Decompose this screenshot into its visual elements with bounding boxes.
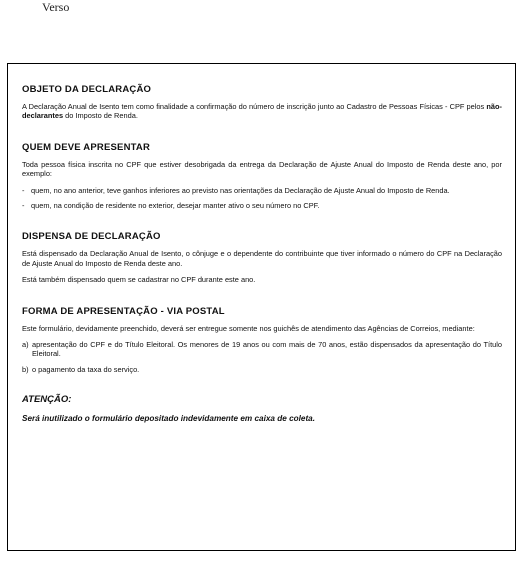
objeto-text-start: A Declaração Anual de Isento tem como finalidade a confirmação do número de inscrição junto ao Cadastro de Pessoas Físicas - CPF pelos [22,102,487,111]
attention-heading: ATENÇÃO: [22,394,72,406]
attention-warning-text: Será inutilizado o formulário depositado indevidamente em caixa de coleta. [22,414,316,424]
objeto-paragraph [22,102,502,121]
page-label-verso: Verso [42,0,70,14]
list-item [22,201,502,210]
bullet-text: quem, no ano anterior, teve ganhos inferiores ao previsto nas orientações da Declaração de Ajuste Anual do Imposto de Renda. [31,185,450,195]
bullet-text: quem, na condição de residente no exterior, desejar manter ativo o seu número no CPF. [31,201,320,211]
list-item [22,365,502,374]
dispensa-paragraph-2: Está também dispensado quem se cadastrar no CPF durante este ano. [22,275,256,285]
item-marker: b) [22,364,29,374]
section-forma [22,306,502,375]
forma-intro: Este formulário, devidamente preenchido, deverá ser entregue somente nos guichês de atendimento das Agências de Correios, mediante: [22,323,475,333]
item-marker: a) [22,340,29,350]
section-atencao [22,394,502,424]
dispensa-paragraph-1: Está dispensado da Declaração Anual de Isento, o cônjuge e o dependente do contribuinte que tiver informado o número do CPF na Declaração de Ajuste Anual do Imposto de Renda deste ano. [22,249,502,268]
bullet-marker: - [22,185,25,195]
section-dispensa [22,231,502,284]
section-objeto [22,84,502,121]
section-heading-forma: FORMA DE APRESENTAÇÃO - VIA POSTAL [22,305,225,317]
bullet-marker: - [22,201,25,211]
item-text: o pagamento da taxa do serviço. [32,364,140,374]
section-quem [22,142,502,211]
objeto-text-end: do Imposto de Renda. [63,111,138,121]
declaration-info-panel [7,63,516,551]
section-heading-objeto: OBJETO DA DECLARAÇÃO [22,84,152,95]
objeto-bold-term: não-declarantes [22,102,502,121]
forma-requirements-list [22,340,502,374]
section-heading-quem: QUEM DEVE APRESENTAR [22,141,151,153]
list-item [22,340,502,359]
item-text: apresentação do CPF e do Título Eleitoral. Os menores de 19 anos ou com mais de 70 anos, estão dispensados da apresentação do Título Eleitoral. [32,340,502,359]
quem-bullet-list [22,186,502,211]
section-heading-dispensa: DISPENSA DE DECLARAÇÃO [22,231,161,243]
list-item [22,186,502,195]
quem-intro: Toda pessoa física inscrita no CPF que estiver desobrigada da entrega da Declaração de Ajuste Anual do Imposto de Renda deste ano, por exemplo: [22,159,502,179]
